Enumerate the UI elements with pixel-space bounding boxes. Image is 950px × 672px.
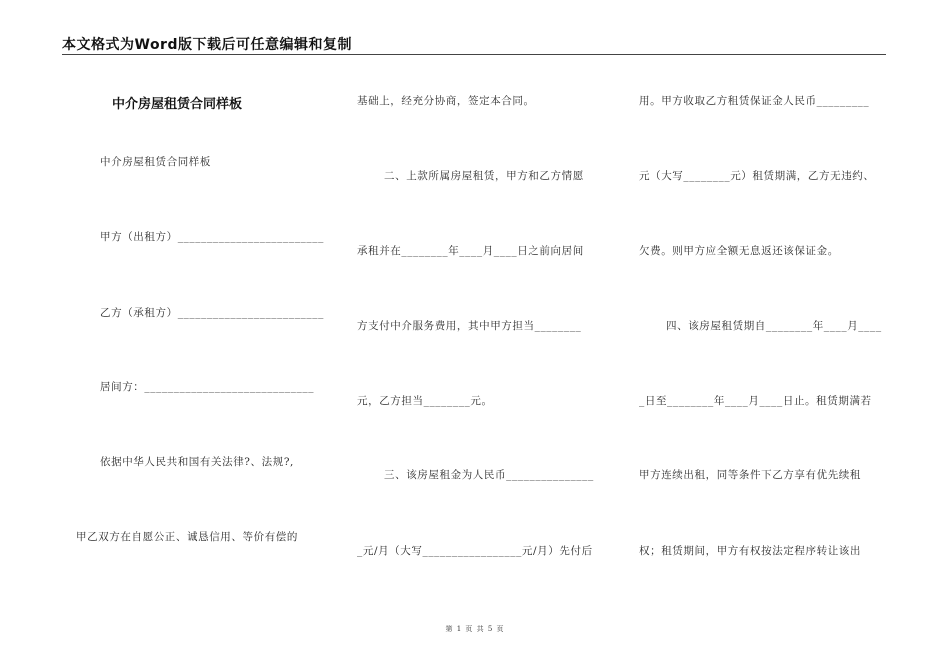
download-banner: 本文格式为Word版下载后可任意编辑和复制 bbox=[62, 37, 352, 53]
lessee-line: 乙方（承租方）_________________________ bbox=[100, 307, 324, 319]
paragraph-line: 基础上，经充分协商，签定本合同。 bbox=[357, 95, 535, 107]
clause-3-line: 三、该房屋租金为人民币_______________ bbox=[384, 469, 594, 481]
column-2 bbox=[357, 0, 607, 672]
paragraph-line: _日至________年____月____日止。租赁期满若 bbox=[639, 395, 872, 407]
paragraph-line: 甲乙双方在自愿公正、诚恳信用、等价有偿的 bbox=[76, 531, 298, 543]
paragraph-line: 权；租赁期间，甲方有权按法定程序转让该出 bbox=[639, 545, 861, 557]
paragraph-line: 欠费。则甲方应全额无息返还该保证金。 bbox=[639, 245, 839, 257]
paragraph-line: 甲方连续出租，同等条件下乙方享有优先续租 bbox=[639, 469, 861, 481]
paragraph-line: 用。甲方收取乙方租赁保证金人民币_________ bbox=[639, 95, 870, 107]
paragraph-line: 依据中华人民共和国有关法律?、法规?, bbox=[100, 456, 294, 468]
intermediary-line: 居间方：_____________________________ bbox=[100, 381, 315, 393]
paragraph-line: 中介房屋租赁合同样板 bbox=[100, 156, 211, 168]
paragraph-line: 元，乙方担当________元。 bbox=[357, 395, 493, 407]
paragraph-line: 方支付中介服务费用，其中甲方担当________ bbox=[357, 320, 582, 332]
paragraph-line: 元（大写________元）租赁期满，乙方无违约、 bbox=[639, 170, 875, 182]
clause-2-line: 二、上款所属房屋租赁，甲方和乙方情愿 bbox=[384, 170, 584, 182]
lessor-line: 甲方（出租方）_________________________ bbox=[100, 231, 324, 243]
paragraph-line: _元/月（大写_________________元/月）先付后 bbox=[357, 545, 593, 557]
clause-4-line: 四、该房屋租赁期自________年____月____ bbox=[666, 320, 882, 332]
column-3 bbox=[639, 0, 889, 672]
paragraph-line: 承租并在________年____月____日之前向居间 bbox=[357, 245, 584, 257]
column-1 bbox=[76, 0, 330, 672]
page-footer: 第 1 页 共 5 页 bbox=[445, 625, 505, 633]
document-title: 中介房屋租赁合同样板 bbox=[112, 97, 243, 112]
